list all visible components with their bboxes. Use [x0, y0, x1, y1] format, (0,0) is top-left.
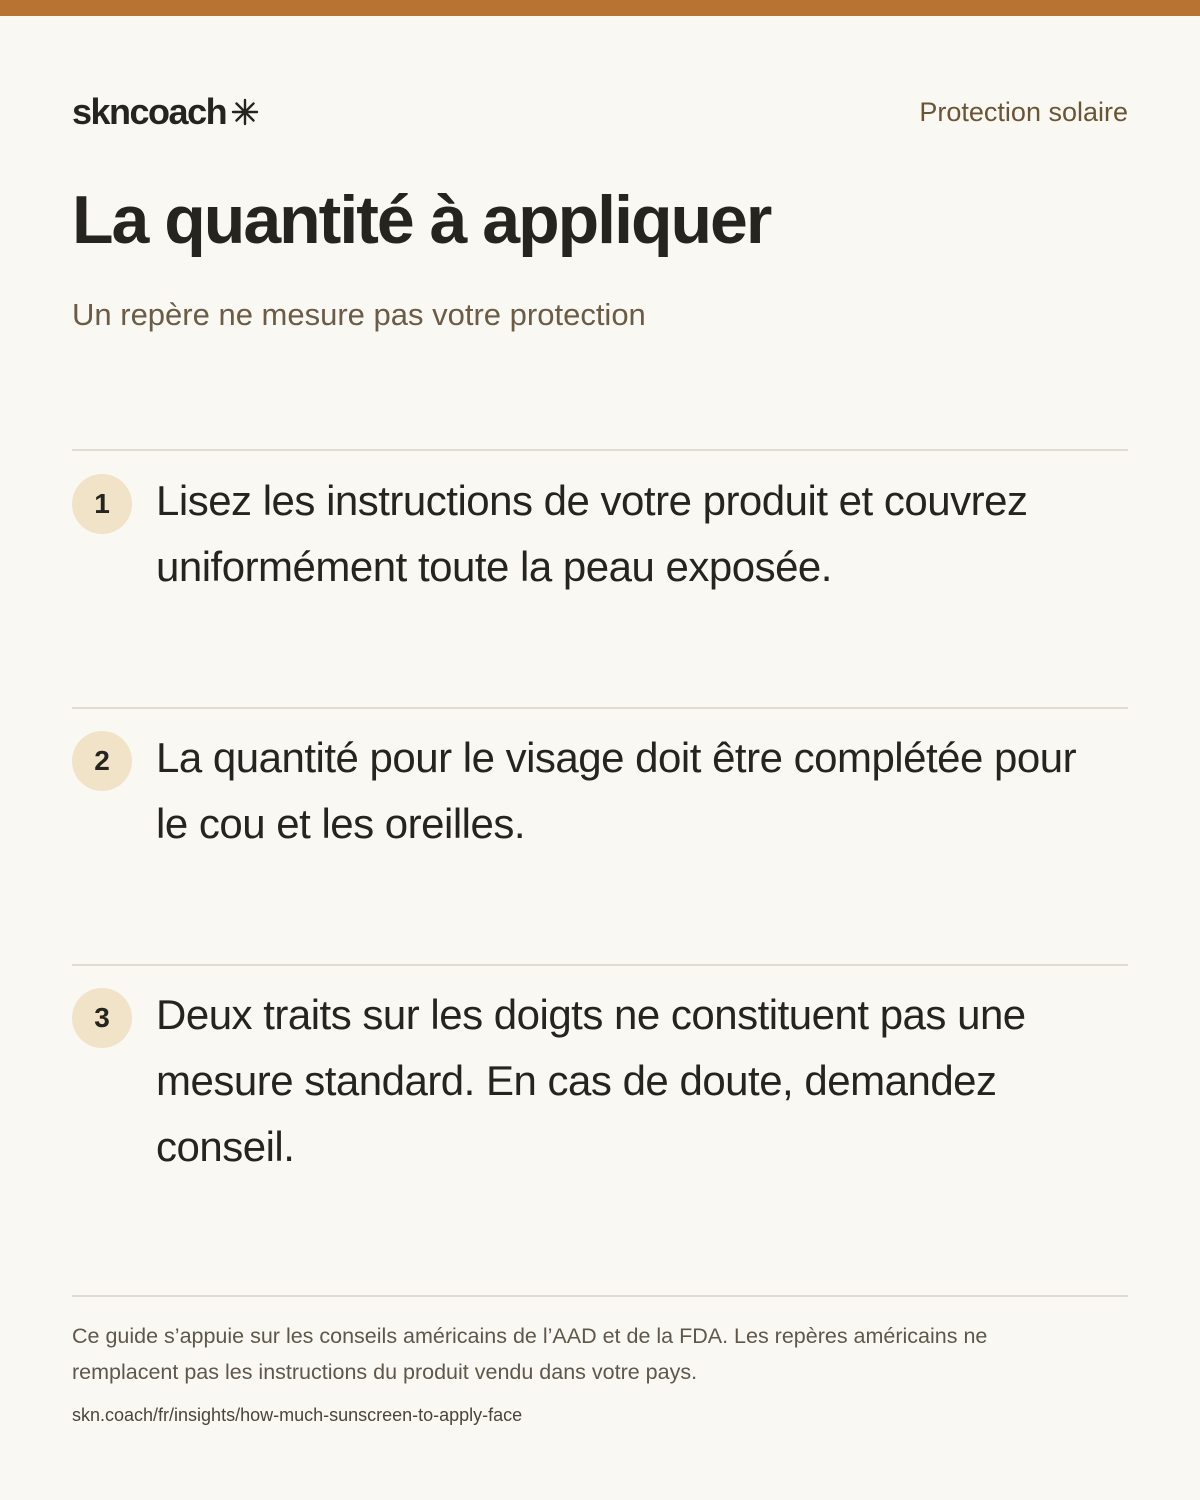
header	[72, 90, 1128, 134]
step-number-badge: 2	[72, 731, 132, 791]
divider	[72, 449, 1128, 451]
logo-text: skncoach	[72, 91, 227, 132]
step-text: Deux traits sur les doigts ne constituent pas une mesure standard. En cas de doute, demandez conseil.	[156, 991, 1026, 1170]
step-text: Lisez les instructions de votre produit et couvrez uniformément toute la peau exposée.	[156, 477, 1028, 590]
category-label: Protection solaire	[919, 97, 1128, 127]
asterisk-icon	[230, 97, 260, 127]
step-number-badge: 3	[72, 988, 132, 1048]
divider	[72, 1295, 1128, 1297]
step-text: La quantité pour le visage doit être complétée pour le cou et les oreilles.	[156, 734, 1077, 847]
source-url[interactable]: skn.coach/fr/insights/how-much-sunscreen-to-apply-face	[72, 1405, 523, 1425]
logo[interactable]	[72, 90, 260, 134]
step-number-badge: 1	[72, 474, 132, 534]
page-title: La quantité à appliquer	[72, 182, 771, 258]
divider	[72, 707, 1128, 709]
top-accent-bar	[0, 0, 1200, 16]
divider	[72, 964, 1128, 966]
footnote: Ce guide s’appuie sur les conseils américains de l’AAD et de la FDA. Les repères américains ne remplacent pas les instructions du produit vendu dans votre pays.	[72, 1324, 988, 1384]
page-subtitle: Un repère ne mesure pas votre protection	[72, 297, 646, 332]
